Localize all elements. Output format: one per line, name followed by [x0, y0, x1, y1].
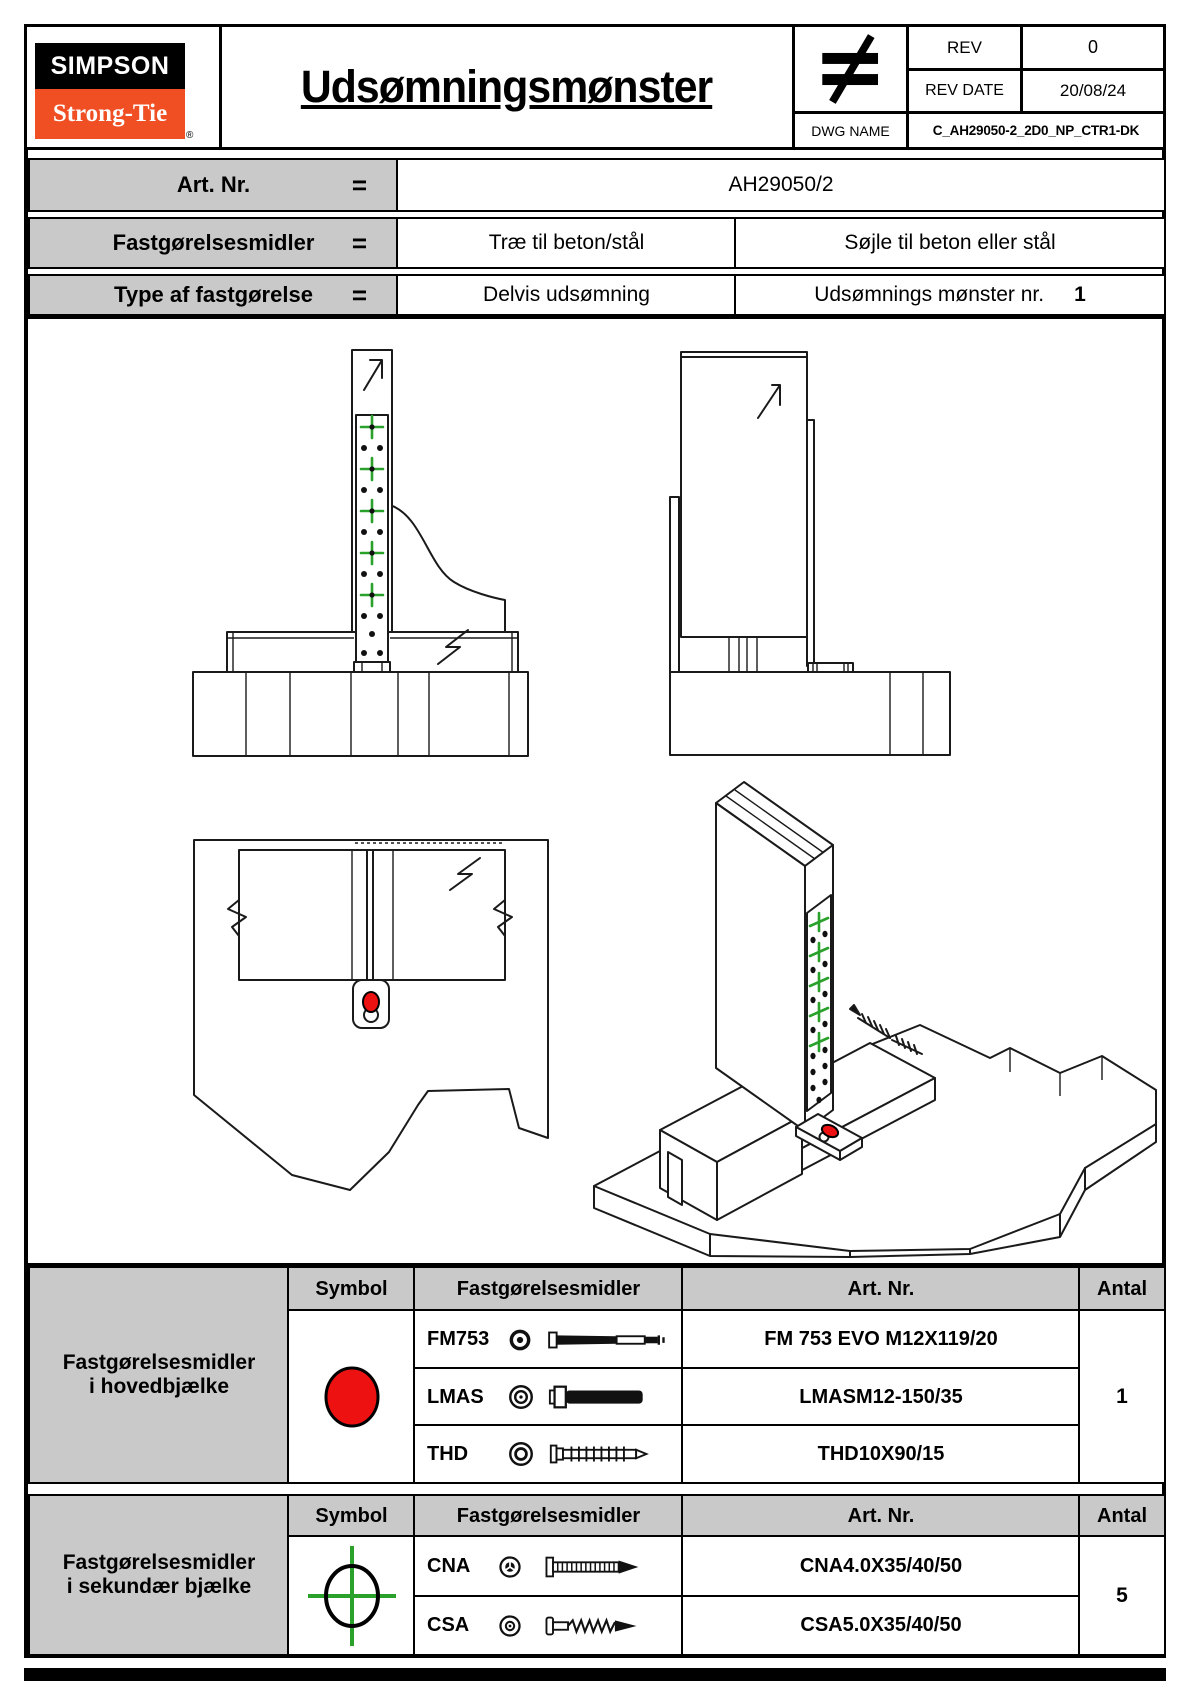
equals-sign: =	[351, 227, 367, 258]
rev-value-cell	[1020, 24, 1166, 71]
table-a-art-fm753	[681, 1309, 1081, 1370]
qty-header-text: Antal	[1097, 1504, 1147, 1527]
plan-view	[150, 790, 580, 1215]
table-a-symbol-cell	[287, 1309, 416, 1484]
table-a-art-thd	[681, 1424, 1081, 1484]
table-a-row-label	[28, 1266, 290, 1484]
symbol-header-text: Symbol	[315, 1277, 388, 1300]
page-bottom-bar	[24, 1668, 1166, 1681]
table-a-symbol-header	[287, 1266, 416, 1312]
fastener-code: CNA	[427, 1555, 471, 1577]
rev-label-cell	[906, 24, 1023, 71]
fm753-washer-icon	[507, 1327, 533, 1353]
rev-value: 0	[1087, 37, 1098, 57]
page-title: Udsømningsmønster	[301, 61, 713, 112]
equals-sign: =	[351, 169, 367, 200]
rev-label: REV	[947, 37, 982, 57]
csa-screw-icon	[531, 1611, 666, 1641]
green-crosshair-symbol	[304, 1542, 400, 1650]
pattern-nr-value: 1	[1074, 283, 1086, 306]
symbol-header-text: Symbol	[315, 1504, 388, 1527]
table-a-fastener-thd	[413, 1424, 684, 1484]
logo-simpson-text: SIMPSON	[50, 51, 170, 80]
table-a-fastener-header	[413, 1266, 684, 1312]
table-a-art-header	[681, 1266, 1081, 1312]
cna-head-icon	[497, 1554, 523, 1580]
thd-washer-icon	[507, 1440, 535, 1468]
info-label-type	[28, 274, 399, 316]
art-nr-value: THD10X90/15	[817, 1442, 945, 1465]
rev-date-value: 20/08/24	[1059, 81, 1127, 100]
info-label-art-nr	[28, 158, 399, 212]
qty-value: 1	[1116, 1384, 1128, 1408]
art-nr-value: AH29050/2	[728, 173, 834, 196]
art-nr-value: LMASM12-150/35	[799, 1385, 963, 1408]
beam-notch	[668, 1152, 682, 1205]
art-header-text: Art. Nr.	[847, 1504, 915, 1527]
type-left-value: Delvis udsømning	[483, 283, 650, 306]
info-value-type-left	[396, 274, 737, 316]
rev-date-label-cell	[906, 68, 1023, 114]
not-equal-cell	[792, 24, 909, 114]
main-fastener-red-symbol	[363, 992, 379, 1012]
title-cell	[219, 24, 795, 150]
table-b-art-csa	[681, 1595, 1081, 1656]
dwg-name-value-cell	[906, 111, 1166, 150]
table-a-row-label-text: Fastgørelsesmidler i hovedbjælke	[62, 1350, 256, 1398]
pattern-nr-label: Udsømnings mønster nr.	[814, 283, 1045, 306]
info-label-text: Fastgørelsesmidler	[112, 230, 315, 255]
info-label-fastener	[28, 217, 399, 269]
front-elevation-view	[170, 320, 540, 770]
equals-sign: =	[351, 279, 367, 310]
table-b-qty-header	[1078, 1494, 1166, 1538]
table-a-qty-header	[1078, 1266, 1166, 1312]
logo-strongtie-text: Strong-Tie	[52, 100, 168, 127]
info-label-text: Art. Nr.	[176, 172, 251, 197]
rev-date-value-cell	[1020, 68, 1166, 114]
table-a-fastener-fm753	[413, 1309, 684, 1370]
table-b-fastener-header	[413, 1494, 684, 1538]
fastener-code: THD	[427, 1442, 469, 1465]
info-value-fastener-left	[396, 217, 737, 269]
dwg-name-label: DWG NAME	[811, 122, 890, 139]
table-b-fastener-cna	[413, 1535, 684, 1598]
qty-value: 5	[1116, 1583, 1128, 1607]
table-b-row-label-text: Fastgørelsesmidler i sekundær bjælke	[62, 1550, 256, 1598]
rev-date-label: REV DATE	[925, 82, 1004, 99]
table-b-qty-cell	[1078, 1535, 1166, 1656]
logo-simpson-box	[35, 43, 185, 89]
red-circle-symbol	[320, 1363, 384, 1431]
art-nr-value: CNA4.0X35/40/50	[799, 1555, 963, 1577]
table-b-symbol-header	[287, 1494, 416, 1538]
isometric-view	[540, 700, 1160, 1260]
info-label-text: Type af fastgørelse	[114, 282, 313, 307]
fastener-code: CSA	[427, 1614, 470, 1636]
dwg-name-label-cell	[792, 111, 909, 150]
table-a-art-lmas	[681, 1367, 1081, 1427]
table-a-qty-cell	[1078, 1309, 1166, 1484]
fastener-header-text: Fastgørelsesmidler	[456, 1504, 641, 1527]
table-a-fastener-lmas	[413, 1367, 684, 1427]
info-value-art-nr	[396, 158, 1166, 212]
table-b-row-label	[28, 1494, 290, 1656]
cna-nail-icon	[531, 1552, 666, 1582]
qty-header-text: Antal	[1097, 1277, 1147, 1300]
fastener-header-text: Fastgørelsesmidler	[456, 1277, 641, 1300]
fm753-bolt-icon	[541, 1325, 681, 1355]
logo-cell	[24, 24, 222, 150]
thd-screw-icon	[543, 1439, 673, 1469]
fastener-code: LMAS	[427, 1385, 484, 1408]
table-b-art-cna	[681, 1535, 1081, 1598]
table-b-symbol-cell	[287, 1535, 416, 1656]
fastener-left-value: Træ til beton/stål	[488, 231, 645, 254]
fastener-right-value: Søjle til beton eller stål	[844, 231, 1056, 254]
table-b-fastener-csa	[413, 1595, 684, 1656]
dwg-name-value: C_AH29050-2_2D0_NP_CTR1-DK	[932, 123, 1140, 138]
fastener-code: FM753	[427, 1328, 490, 1350]
not-equal-icon	[807, 31, 895, 107]
table-b-art-header	[681, 1494, 1081, 1538]
leader-curve	[390, 505, 505, 632]
csa-head-icon	[497, 1613, 523, 1639]
registered-mark: ®	[186, 130, 194, 141]
art-header-text: Art. Nr.	[847, 1277, 915, 1300]
art-nr-value: CSA5.0X35/40/50	[800, 1614, 962, 1636]
lmas-washer-icon	[507, 1383, 535, 1411]
logo-strongtie-box	[35, 89, 185, 139]
info-value-fastener-right	[734, 217, 1166, 269]
info-value-type-right	[734, 274, 1166, 316]
art-nr-value: FM 753 EVO M12X119/20	[764, 1328, 998, 1350]
lmas-bolt-icon	[543, 1382, 673, 1412]
